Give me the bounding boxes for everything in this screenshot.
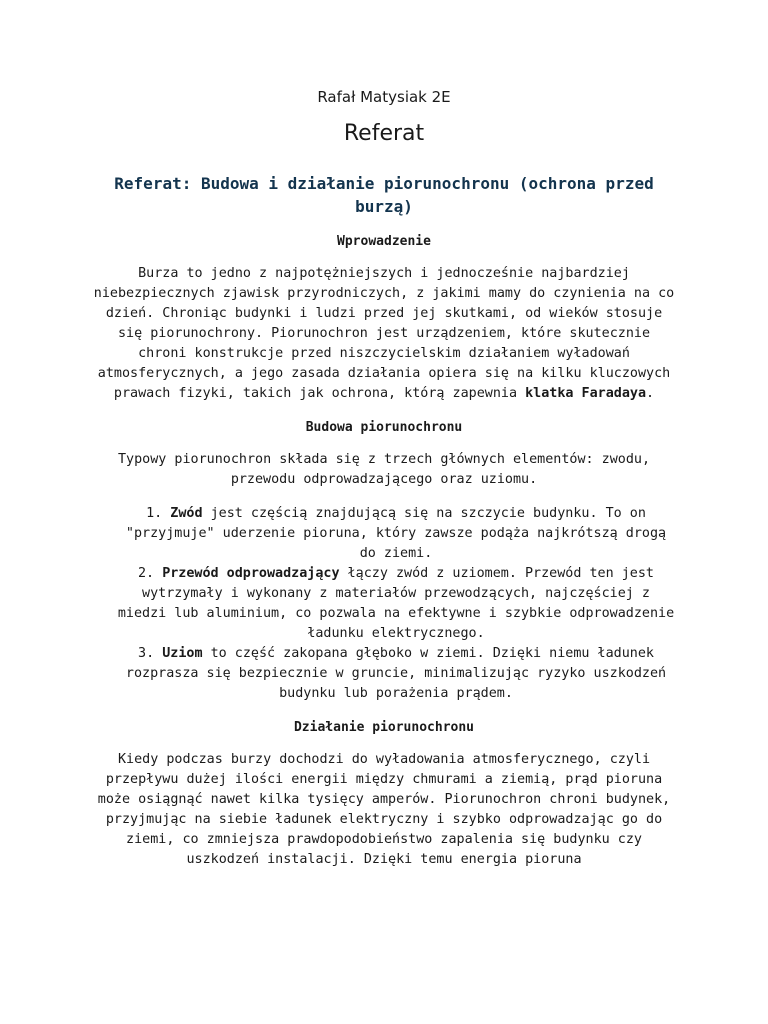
section-title-construction: Budowa piorunochronu <box>305 420 463 435</box>
list-item <box>90 644 678 704</box>
introduction-paragraph <box>90 264 678 404</box>
list-item-term: Przewód odprowadzający <box>162 566 340 581</box>
operation-paragraph: Kiedy podczas burzy dochodzi do wyładowania atmosferycznego, czyli przepływu dużej ilości energii między chmurami a ziemią, prąd pioruna może osiągnąć nawet kilka tysięcy amperów. Piorunochron chroni budynek, przyjmując na siebie ładunek elektryczny i szybko odprowadzając go do ziemi, co zmniejsza prawdopodobieństwo zapalenia się budynku czy uszkodzeń instalacji. Dzięki temu energia pioruna <box>97 752 671 867</box>
document-body <box>90 172 678 884</box>
list-item-number: 1. <box>146 506 163 521</box>
construction-list <box>90 504 678 704</box>
list-item-text: jest częścią znajdującą się na szczycie budynku. To on "przyjmuje" uderzenie pioruna, który zawsze podąża najkrótszą drogą do ziemi. <box>125 506 667 561</box>
list-item-number: 3. <box>138 646 155 661</box>
author-line: Rafał Matysiak 2E <box>317 88 451 106</box>
faraday-cage-term: klatka Faradaya <box>525 386 647 401</box>
introduction-end: . <box>646 386 655 401</box>
list-item <box>90 564 678 644</box>
list-item-text: to część zakopana głęboko w ziemi. Dzięki niemu ładunek rozprasza się bezpiecznie w gruncie, minimalizując ryzyko uszkodzeń budynku lub porażenia prądem. <box>125 646 667 701</box>
introduction-text: Burza to jedno z najpotężniejszych i jednocześnie najbardziej niebezpiecznych zjawisk przyrodniczych, z jakimi mamy do czynienia na co dzień. Chroniąc budynki i ludzi przed jej skutkami, od wieków stosuje się piorunochrony. Piorunochron jest urządzeniem, które skutecznie chroni konstrukcje przed niszczycielskim działaniem wyładowań atmosferycznych, a jego zasada działania opiera się na kilku kluczowych prawach fizyki, takich jak ochrona, którą zapewnia <box>93 266 675 401</box>
list-item-text: łączy zwód z uziomem. Przewód ten jest wytrzymały i wykonany z materiałów przewodzących, najczęściej z miedzi lub aluminium, co pozwala na efektywne i szybkie odprowadzenie ładunku elektrycznego. <box>117 566 675 641</box>
list-item-term: Zwód <box>170 506 203 521</box>
construction-paragraph: Typowy piorunochron składa się z trzech głównych elementów: zwodu, przewodu odprowadzającego oraz uziomu. <box>117 452 651 487</box>
list-item <box>90 504 678 564</box>
report-heading: Referat: Budowa i działanie piorunochronu (ochrona przed burzą) <box>114 174 654 216</box>
document-title: Referat <box>343 121 425 146</box>
list-item-term: Uziom <box>162 646 203 661</box>
section-title-introduction: Wprowadzenie <box>337 234 431 249</box>
section-title-operation: Działanie piorunochronu <box>293 720 474 735</box>
list-item-number: 2. <box>138 566 155 581</box>
